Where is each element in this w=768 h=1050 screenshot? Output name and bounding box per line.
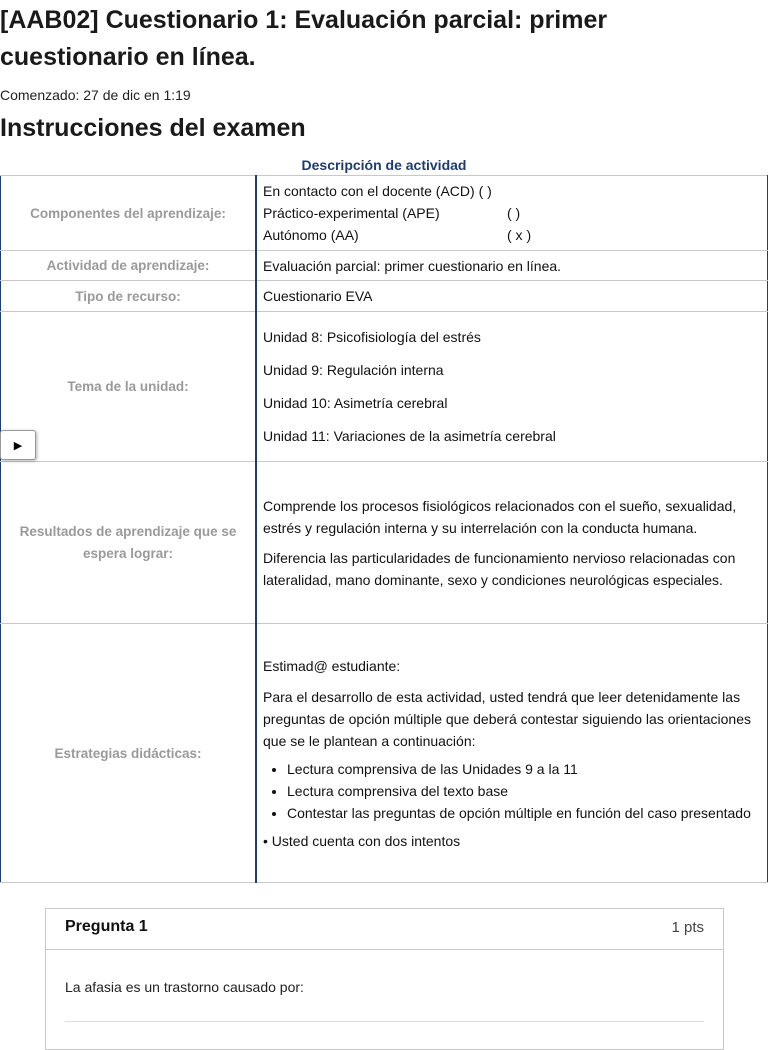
strategies-list	[263, 758, 763, 824]
strategies-label: Estrategias didácticas:	[1, 624, 257, 883]
instructions-title: Instrucciones del examen	[0, 114, 306, 142]
result-item: Diferencia las particularidades de funcionamiento nervioso relacionadas con lateralidad, mano dominante, sexo y condiciones neurológicas especiales.	[263, 549, 736, 588]
question-card	[45, 908, 724, 1050]
result-item: Comprende los procesos fisiológicos relacionados con el sueño, sexualidad, estrés y regulación interna y su interrelación con la conducta humana.	[263, 497, 737, 536]
results-value	[256, 462, 768, 624]
unit-item: Unidad 11: Variaciones de la asimetría cerebral	[263, 427, 556, 444]
activity-value: Evaluación parcial: primer cuestionario en línea.	[256, 251, 768, 281]
resource-value: Cuestionario EVA	[256, 281, 768, 312]
question-header	[46, 909, 723, 950]
components-value	[256, 176, 768, 251]
strategies-value	[256, 624, 768, 883]
component-name: Autónomo (AA)	[263, 227, 359, 243]
results-label: Resultados de aprendizaje que se espera lograr:	[1, 462, 257, 624]
components-label: Componentes del aprendizaje:	[1, 176, 257, 251]
strategies-greeting: Estimad@ estudiante:	[263, 657, 401, 674]
list-item: • Lectura comprensiva de las Unidades 9 a la 11	[287, 758, 763, 780]
started-timestamp: Comenzado: 27 de dic en 1:19	[0, 87, 191, 103]
activity-table	[0, 175, 768, 883]
quiz-title: [AAB02] Cuestionario 1: Evaluación parcial: primer cuestionario en línea.	[0, 6, 608, 71]
component-acd	[263, 180, 767, 202]
component-aa	[263, 224, 767, 246]
component-mark: ( )	[478, 183, 492, 199]
component-ape	[263, 202, 767, 224]
unit-item: Unidad 8: Psicofisiología del estrés	[263, 328, 481, 345]
component-name: Práctico-experimental (APE)	[263, 205, 440, 221]
question-points: 1 pts	[671, 919, 704, 936]
resource-label: Tipo de recurso:	[1, 281, 257, 312]
play-icon: ▶	[13, 439, 23, 452]
question-divider	[65, 1021, 704, 1022]
list-item: • Contestar las preguntas de opción múltiple en función del caso presentado	[287, 802, 763, 824]
unit-item: Unidad 10: Asimetría cerebral	[263, 394, 448, 411]
table-row	[1, 281, 768, 312]
strategies-intro: Para el desarrollo de esta actividad, usted tendrá que leer detenidamente las preguntas de opción múltiple que deberá contestar siguiendo las orientaciones que se le plantean a continuación:	[263, 688, 751, 749]
table-row	[1, 176, 768, 251]
component-mark: ( )	[507, 205, 521, 221]
component-mark: ( x )	[507, 227, 532, 243]
play-button[interactable]	[0, 430, 36, 460]
activity-caption: Descripción de actividad	[301, 157, 467, 173]
unit-label: Tema de la unidad:	[1, 312, 257, 462]
list-item: • Lectura comprensiva del texto base	[287, 780, 763, 802]
component-name: En contacto con el docente (ACD)	[263, 183, 475, 199]
table-row	[1, 251, 768, 281]
unit-item: Unidad 9: Regulación interna	[263, 361, 444, 378]
question-name: Pregunta 1	[65, 918, 148, 935]
activity-label: Actividad de aprendizaje:	[1, 251, 257, 281]
units-value	[256, 312, 768, 462]
table-row	[1, 462, 768, 624]
table-row	[1, 312, 768, 462]
table-row	[1, 624, 768, 883]
strategies-note: • Usted cuenta con dos intentos	[263, 832, 461, 849]
question-text: La afasia es un trastorno causado por:	[65, 979, 304, 995]
